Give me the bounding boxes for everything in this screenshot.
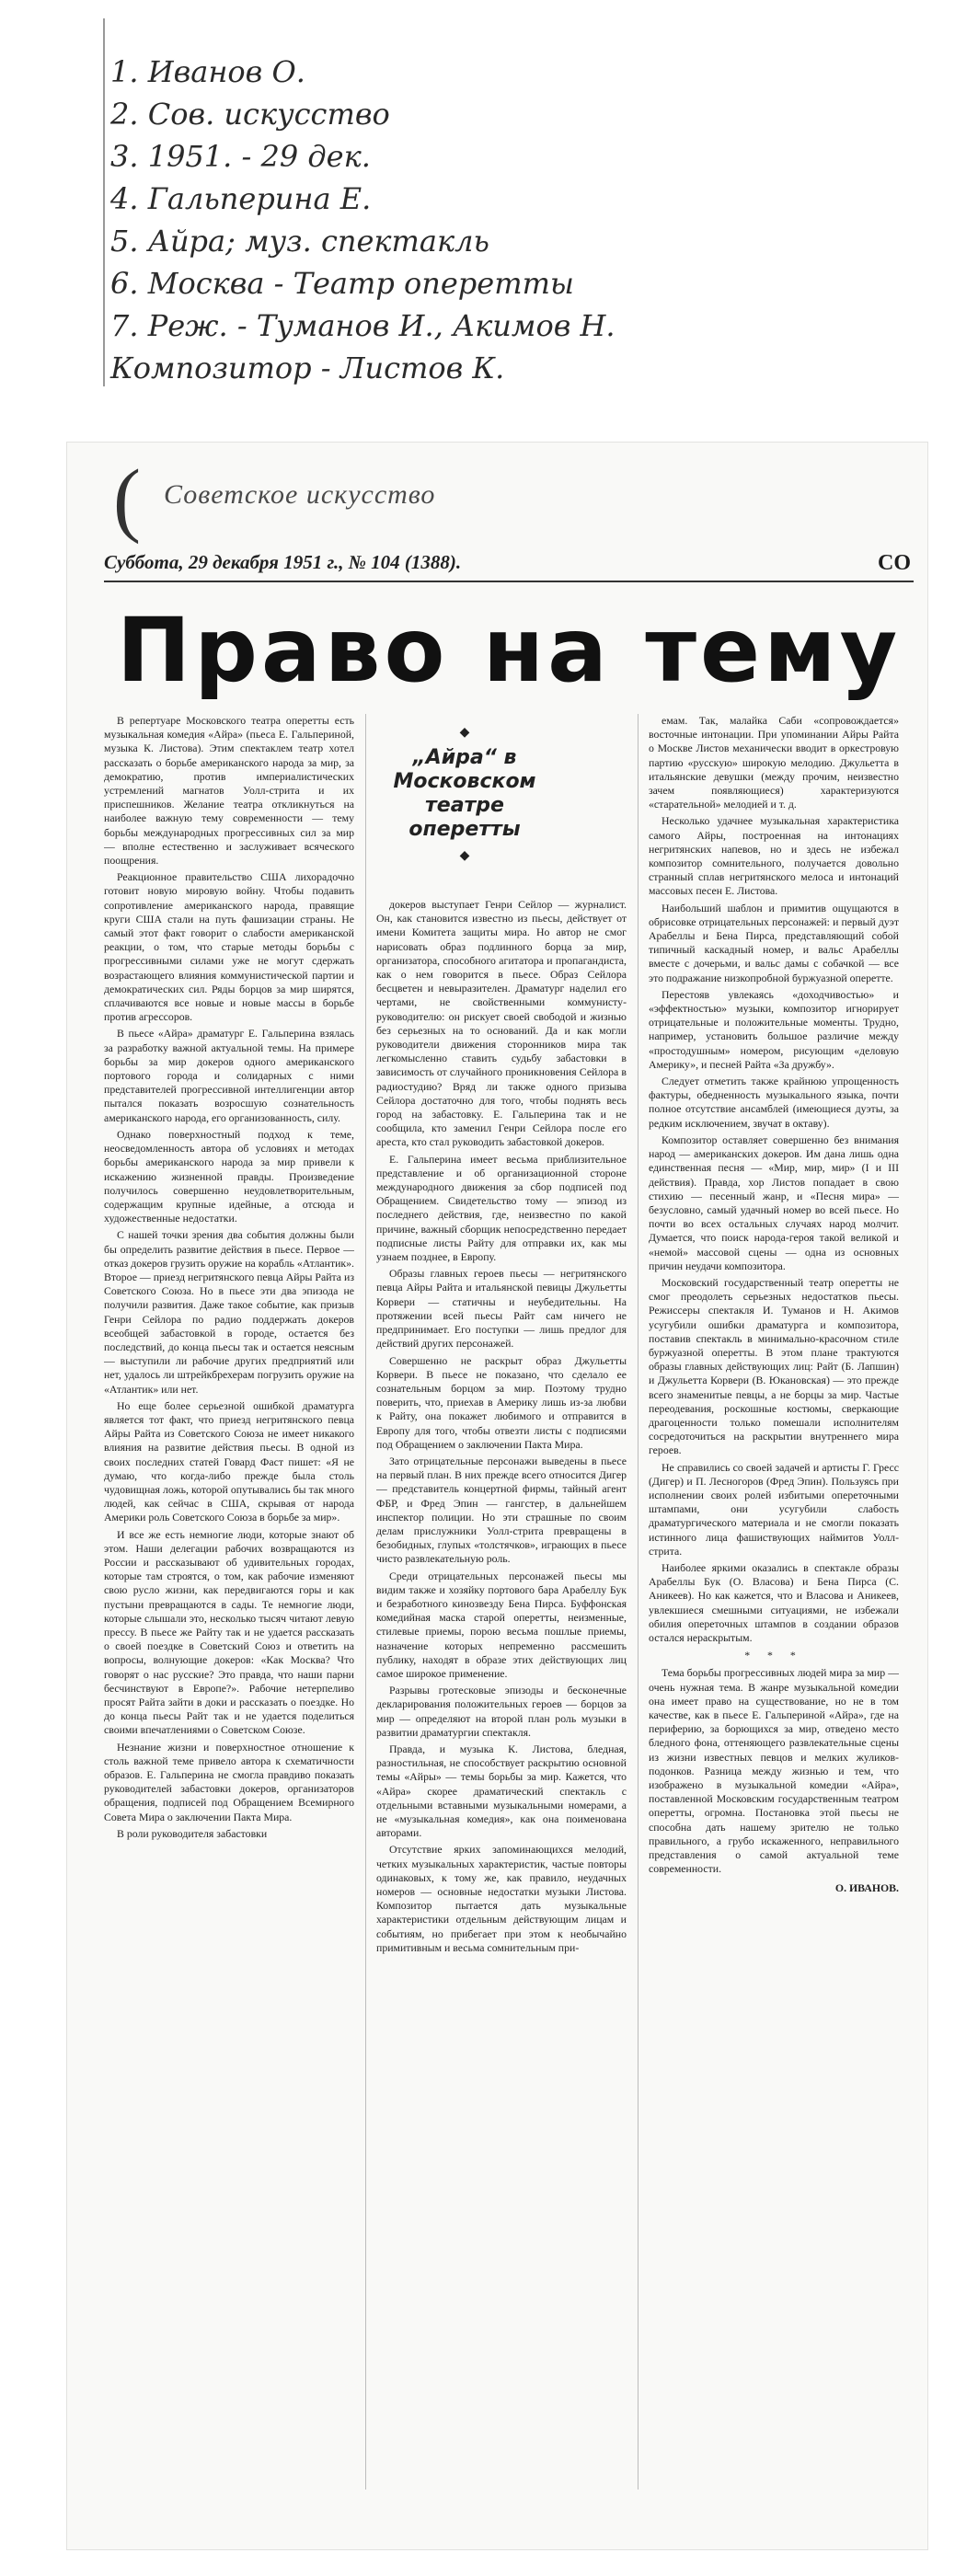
note-line-author: 1. Иванов О. — [110, 54, 305, 89]
column-rule — [365, 714, 366, 2490]
subtitle-ornament-top: ◆ — [459, 725, 470, 740]
paragraph: Однако поверхностный подход к теме, неосведомленность автора об условиях и методах борьбы американского народа за мир привели к искажению жизненной правды. Произведение получилось совершенно неудовлетворительным, содержащим крупные идейные, а отсюда и художественные недостатки. — [104, 1127, 354, 1225]
paragraph: Но еще более серьезной ошибкой драматурга является тот факт, что приезд негритянского певца Айры Райта из Советского Союза не имеет никакого влияния на развитие действия пьесы. В одной из своих последних статей Говард Фаст пишет: «Я не думаю, что когда-либо прежде была столь чудовищная ложь, которой опутывались бы так много людей, как сейчас в США, скрывая от народа Америки роль Советского Союза в борьбе за мир». — [104, 1398, 354, 1524]
paragraph: Следует отметить также крайнюю упрощенность фактуры, обедненность музыкального языка, почти полное отсутствие ансамблей (имеющиеся дуэты, за редким исключением, звучат в октаву). — [649, 1075, 899, 1130]
note-line-directors: 7. Реж. - Туманов И., Акимов Н. — [110, 308, 616, 343]
article-column-3 — [649, 714, 899, 2490]
paragraph: Наиболее яркими оказались в спектакле образы Арабеллы Бук (О. Власова) и Бена Пирса (С. Аникеев). Но как кажется, что и Власова и Аникеев, увлекшиеся смешными ситуациями, не избежали обилия опереточных штампов в создании образов остался нераскрытым. — [649, 1560, 899, 1644]
note-line-playwright: 4. Гальперина Е. — [110, 181, 372, 216]
paragraph: Отсутствие ярких запоминающихся мелодий, четких музыкальных характеристик, частые повторы одинаковых, к тому же, как правило, неудачных номеров — основные недостатки музыки Листова. Композитор пытается дать музыкальные характеристики отдельным действующим лицам и событиям, но прибегает при этом к необычайно примитивным и весьма сомнительным при- — [376, 1843, 627, 1954]
subtitle-play: „Айра“ в Московском — [393, 746, 536, 793]
note-line-source: 2. Сов. искусство — [110, 97, 390, 132]
paragraph: Реакционное правительство США лихорадочно готовит новую мировую войну. Чтобы подавить сопротивление американского народа, правящие круги США стали на путь фашизации страны. Не самый этот факт говорит о слабости американской реакции, о том, что старые методы борьбы с прогрессивными силами уже не могут сдержать возрастающего влияния коммунистической партии и демократических сил. Ряды борцов за мир ширятся, сплачиваются все новые и новые массы в борьбе против агрессоров. — [104, 870, 354, 1024]
paragraph: В репертуаре Московского театра оперетты есть музыкальная комедия «Айра» (пьеса Е. Гальпериной, музыка К. Листова). Этим спектаклем театр хотел рассказать о борьбе американского народа за мир, за демократию, против империалистических устремлений магнатов Уолл-стрита и их приспешников. Желание театра откликнуться на наиболее важную тему современности — тему борьбы международных прогрессивных сил за мир — вполне естественно и заслуживает всяческого поощрения. — [104, 714, 354, 868]
section-divider: * * * — [744, 1649, 803, 1662]
newspaper-clipping — [66, 442, 928, 2550]
paragraph: Перестояв увлекаясь «доходчивостью» и «эффектностью» музыки, композитор игнорирует отрицательные и положительные моменты. Трудно, например, установить большое различие между «простодушным» номером, рисующим «деловую Америку», и песней Райта «За дружбу». — [649, 987, 899, 1071]
article-column-1 — [104, 714, 354, 2490]
paragraph: Образы главных героев пьесы — негритянского певца Айры Райта и итальянской певицы Джульетты Корвери — статичны и неубедительны. На протяжении всей пьесы Райт сам ничего не предпринимает. Его поступки — лишь предлог для действий других персонажей. — [376, 1267, 627, 1351]
margin-rule — [103, 18, 105, 386]
paragraph: С нашей точки зрения два события должны были бы определить развитие действия в пьесе. Первое — отказ докеров грузить оружие на корабль «Атлантик». Второе — приезд негритянского певца Айры Райта из Советского Союза. Но в пьесе эти два эпизода не получили развития. Даже такое событие, как призыв Генри Сейлора по радио поддержать докеров всеобщей забастовкой в городе, остается без последствий, до конца пьесы так и остается неясным — выступили ли рабочие других предприятий или нет, удалось ли штрейкбрехерам погрузить оружие на «Атлантик» или нет. — [104, 1228, 354, 1396]
paragraph: Московский государственный театр оперетты не смог преодолеть серьезных недостатков пьесы. Режиссеры спектакля И. Туманов и Н. Акимов усугубили ошибки драматурга и композитора, поставив спектакль в минимально-красочном стиле буржуазной оперетты. В этом плане трактуются образы главных действующих лиц: Райт (Б. Лапшин) и Джульетта Корвери (В. Юкановская) — это прежде всего знаменитые певцы, а не борцы за мир. Частые переодевания, роскошные костюмы, сверкающие драгоценности только помешали исполнителям сосредоточиться на раскрытии внутреннего мира героев. — [649, 1275, 899, 1457]
paragraph: Зато отрицательные персонажи выведены в пьесе на первый план. В них прежде всего относится Дигер — представитель концертной фирмы, тайный агент ФБР, и Фред Эпин — гангстер, в дальнейшем инспектор полиции. Но эти страшные по своим делам прислужники Уолл-стрита превращены в безобидных, глупых «толстячков», играющих в пьесе чисто развлекательную роль. — [376, 1454, 627, 1566]
note-line-date: 3. 1951. - 29 дек. — [110, 139, 371, 174]
paragraph: Не справились со своей задачей и артисты Г. Гресс (Дигер) и П. Лесногоров (Фред Эпин). Пользуясь при исполнении своих ролей избитыми опереточными штампами, они усугубили слабость драматургического материала и не смогли показать истинного лица фашиствующих наймитов Уолл-стрита. — [649, 1460, 899, 1558]
masthead-rule — [104, 581, 914, 582]
note-line-theatre: 6. Москва - Театр оперетты — [110, 266, 574, 301]
index-card-notes — [110, 51, 810, 389]
paragraph: Совершенно не раскрыт образ Джульетты Корвери. В пьесе не показано, что сделало ее сознательным борцом за мир. Поэтому трудно поверить, что, приехав в Америку лишь из-за любви к Райту, она покажет любимого и отправится в Европу для того, чтобы отвезти листы с подписями под Обращением о заключении Пакта Мира. — [376, 1353, 627, 1451]
paragraph: Композитор оставляет совершенно без внимания народ — американских докеров. Им дана лишь одна единственная песня — «Мир, мир, мир» (I и III действия). Правда, хор Листов попадает в свою стихию — песенный жанр, и «Песня мира» — безусловно, самый удачный номер во всей пьесе. Но почти во всех остальных случаях народ молчит. Думается, что поиск народа-героя такой великой и «немой» массовой сцены — одна из основных причин неудачи композитора. — [649, 1133, 899, 1272]
corner-mark: СО — [878, 551, 911, 575]
paragraph: Тема борьбы прогрессивных людей мира за мир — очень нужная тема. В жанре музыкальной комедии она имеет право на существование, но не в том качестве, как в пьесе Е. Гальпериной «Айра», где на периферию, за борющихся за мир, отведено место бледного фона, оттеняющего развлекательные сцены из жизни известных певцов и мелких жуликов-подонков. Разница между жизнью и тем, что изображено в музыкальной комедии «Айра», поставленной Московским государственным театром оперетты, огромна. Постановка этой пьесы не способна дать нашему зрителю не только правильного, а грубо искаженного, неправильного представления о самой актуальной теме современности. — [649, 1666, 899, 1876]
paragraph: докеров выступает Генри Сейлор — журналист. Он, как становится известно из пьесы, действует от имени Комитета защиты мира. Но автор не смог нарисовать образ подлинного борца за мир, организатора, способного агитатора и пропагандиста, как о нем говорится в пьесе. Образ Сейлора бесцветен и невыразителен. Драматург наделил его чертами, не свойственными коммунисту-руководителю: он рискует своей свободой и жизнью без серьезных на то оснований. Да и как могли руководители движения сторонников мира так легкомысленно ставить судьбу забастовки в зависимость от случайного проникновения Сейлора в радиостудию? Вряд ли также одного призыва Сейлора достаточно для того, чтобы поднять весь город на забастовку. Е. Гальперина так и не сообщила, кто заменил Генри Сейлора после его ареста, кто стал руководить забастовкой докеров. — [376, 898, 627, 1149]
subtitle-theatre: театре оперетты — [408, 794, 521, 841]
paragraph: Несколько удачнее музыкальная характеристика самого Айры, построенная на интонациях негритянских напевов, но и здесь не избежал композитор сомнительного, получается довольно странный сплав негритянского мелоса и интонаций массовых песен Е. Листова. — [649, 814, 899, 898]
handwritten-paren: ( — [113, 454, 141, 545]
article-subtitle — [376, 719, 553, 869]
paragraph: Среди отрицательных персонажей пьесы мы видим также и хозяйку портового бара Арабеллу Бук и безработного кинозвезду Бена Пирса. Буффонская комедийная маска старой оперетты, неизменные, стилевые приемы, порою весьма пошлые приемы, назначение которых непременно рассмешить публику, находят в образе этих действующих лиц самое широкое применение. — [376, 1569, 627, 1680]
issue-dateline: Суббота, 29 декабря 1951 г., № 104 (1388). — [104, 551, 462, 573]
paragraph: Правда, и музыка К. Листова, бледная, разностильная, не способствует раскрытию основной темы «Айры» — темы борьбы за мир. Кажется, что «Айра» скорее драматический спектакль с отдельными вставными музыкальными номерами, а не «музыкальная комедия», как она поименована авторами. — [376, 1742, 627, 1840]
paragraph: Разрывы гротесковые эпизоды и бесконечные декларирования положительных героев — борцов за мир — определяют на второй план роль музыки в развитии драматургии спектакля. — [376, 1684, 627, 1739]
article-author: О. ИВАНОВ. — [834, 1881, 899, 1895]
paragraph: И все же есть немногие люди, которые знают об этом. Наши делегации рабочих возвращаются из России и рассказывают об удивительных городах, которые там строятся, о том, как рабочие изменяют свою русло жизни, как передвигаются горы и как пустыни превращаются в сады. Те немногие люди, которые слышали это, несколько тысяч читают левую прессу. В пьесе же Райту так и не удается рассказать о своей поездке в Советский Союз и ответить на вопросы, волнующие докеров: «Как Москва? Что говорят о нас русские? Это правда, что наши парни бесчинствуют в Европе?». Рабочие нетерпеливо просят Райта зайти в доки и рассказать о поездке. Но до конца пьесы Райт так и не удается поделиться своими впечатлениями о Советском Союзе. — [104, 1527, 354, 1737]
article-headline: Право на тему — [116, 599, 902, 702]
paragraph: Незнание жизни и поверхностное отношение к столь важной теме привело автора к схематичности образов. Е. Гальперина не смогла правдиво показать руководителей забастовки докеров, организаторов обращения, подписей под Обращением Всемирного Совета Мира о заключении Пакта Мира. — [104, 1740, 354, 1823]
note-line-composer: Композитор - Листов К. — [110, 351, 505, 385]
column-rule — [638, 714, 639, 2490]
paragraph: В пьесе «Айра» драматург Е. Гальперина взялась за разработку важной актуальной темы. На примере борьбы за мир докеров одного американского портового города и солидарных с ними представителей прогрессивной интеллигенции автор пытался показать возросшую сознательность американского народа, его организованность, силу. — [104, 1027, 354, 1124]
newspaper-name: Советское искусство — [164, 479, 436, 510]
paragraph: В роли руководителя забастовки — [117, 1826, 268, 1840]
subtitle-ornament-bottom: ◆ — [459, 848, 470, 863]
paragraph: Е. Гальперина имеет весьма приблизительное представление и об организационной стороне международного движения за сбор подписей под Обращением. Свидетельство тому — эпизод из последнего действия, где, неизвестно по какой причине, важный сборщик непосредственно передает подписные листы Райту для отправки их, как мы узнаем позднее, в Европу. — [376, 1152, 627, 1264]
article-column-2 — [376, 898, 627, 2490]
paragraph: емам. Так, малайка Саби «сопровождается» восточные интонации. При упоминании Айры Райта о Москве Листов механически вводит в оркестровую партию «русскую» широкую мелодию. Джульетта в итальянские девушки (между прочим, неизвестно зачем появляющиеся) характеризуются «старательной» мелодией и т. д. — [649, 714, 899, 811]
paragraph: Наибольший шаблон и примитив ощущаются в обрисовке отрицательных персонажей: и первый дуэт Арабеллы и Бена Пирса, представляющий собой типичный каскадный номер, и вальс Арабеллы вместе с дочерьми, и вальс дамы с собачкой — все это подражание низкопробной буржуазной оперетте. — [649, 901, 899, 984]
masthead — [113, 454, 628, 555]
note-line-title: 5. Айра; муз. спектакль — [110, 224, 489, 259]
